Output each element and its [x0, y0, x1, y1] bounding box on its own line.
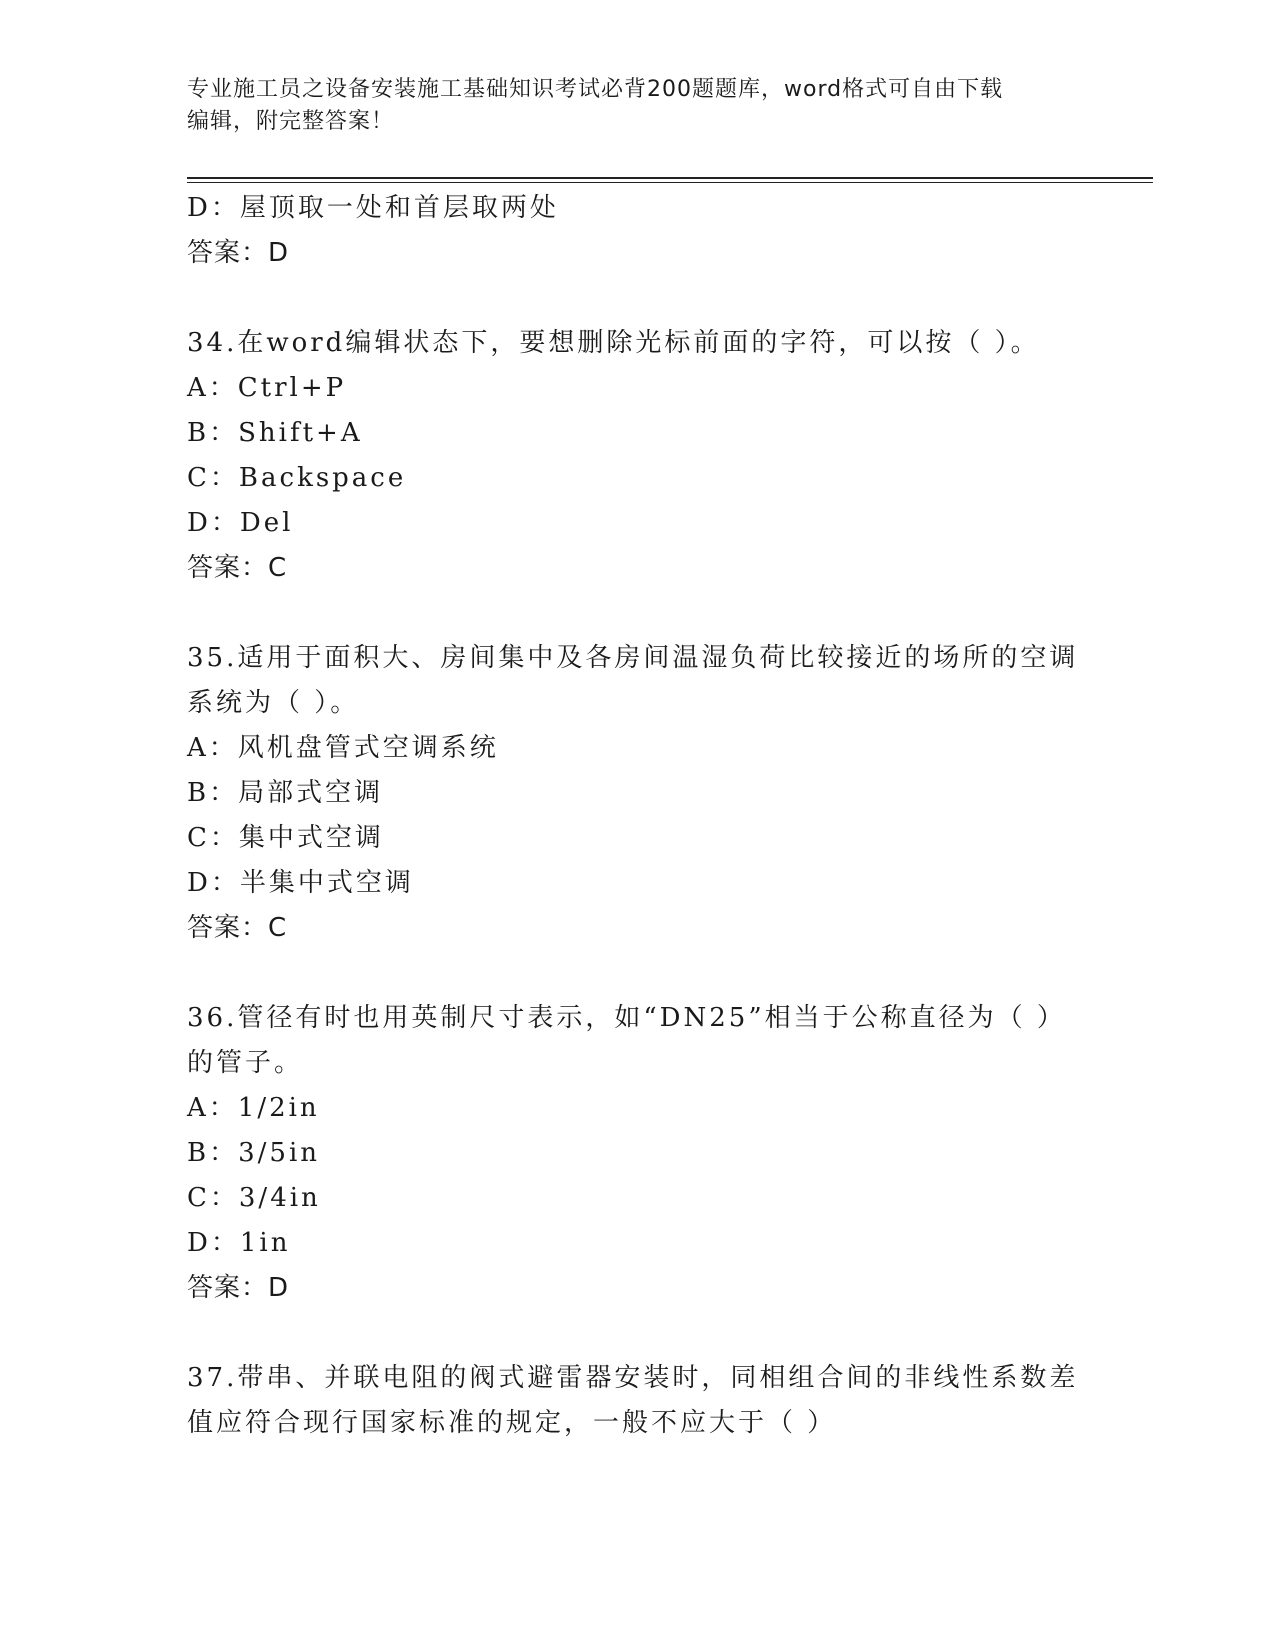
question-35 — [187, 636, 1087, 951]
answer-line: 答案：D — [187, 238, 290, 268]
option-d: D：屋顶取一处和首层取两处 — [187, 193, 559, 223]
question-stem-line-1: 37.带串、并联电阻的阀式避雷器安装时，同相组合间的非线性系数差 — [187, 1363, 1079, 1393]
question-36 — [187, 996, 1087, 1311]
option-d: D：Del — [187, 508, 294, 538]
header-line-2: 编辑，附完整答案！ — [187, 109, 395, 134]
question-list — [187, 186, 1087, 1446]
question-stem-line-2: 值应符合现行国家标准的规定，一般不应大于（ ） — [187, 1408, 837, 1438]
option-a: A：1/2in — [187, 1093, 320, 1123]
header-line-1: 专业施工员之设备安装施工基础知识考试必背200题题库，word格式可自由下载 — [187, 77, 1004, 102]
option-b: B：Shift+A — [187, 418, 363, 448]
question-stem-line-2: 的管子。 — [187, 1048, 304, 1078]
answer-line: 答案：C — [187, 553, 288, 583]
answer-line: 答案：C — [187, 913, 288, 943]
option-d: D：半集中式空调 — [187, 868, 414, 898]
header-divider-thin — [187, 182, 1153, 183]
option-c: C：集中式空调 — [187, 823, 384, 853]
option-a: A：风机盘管式空调系统 — [187, 733, 499, 763]
question-stem-line-2: 系统为（ ）。 — [187, 688, 360, 718]
question-stem-line-1: 36.管径有时也用英制尺寸表示，如“DN25”相当于公称直径为（ ） — [187, 1003, 1066, 1033]
question-stem: 34.在word编辑状态下，要想删除光标前面的字符，可以按（ ）。 — [187, 328, 1040, 358]
question-34 — [187, 321, 1087, 591]
option-b: B：局部式空调 — [187, 778, 384, 808]
option-c: C：Backspace — [187, 463, 407, 493]
previous-question-tail — [187, 186, 1087, 276]
answer-line: 答案：D — [187, 1273, 290, 1303]
option-b: B：3/5in — [187, 1138, 321, 1168]
option-d: D：1in — [187, 1228, 291, 1258]
question-stem-line-1: 35.适用于面积大、房间集中及各房间温湿负荷比较接近的场所的空调 — [187, 643, 1079, 673]
option-a: A：Ctrl+P — [187, 373, 347, 403]
option-c: C：3/4in — [187, 1183, 321, 1213]
question-37 — [187, 1356, 1087, 1446]
document-header — [187, 74, 1067, 138]
header-divider-thick — [187, 177, 1153, 179]
